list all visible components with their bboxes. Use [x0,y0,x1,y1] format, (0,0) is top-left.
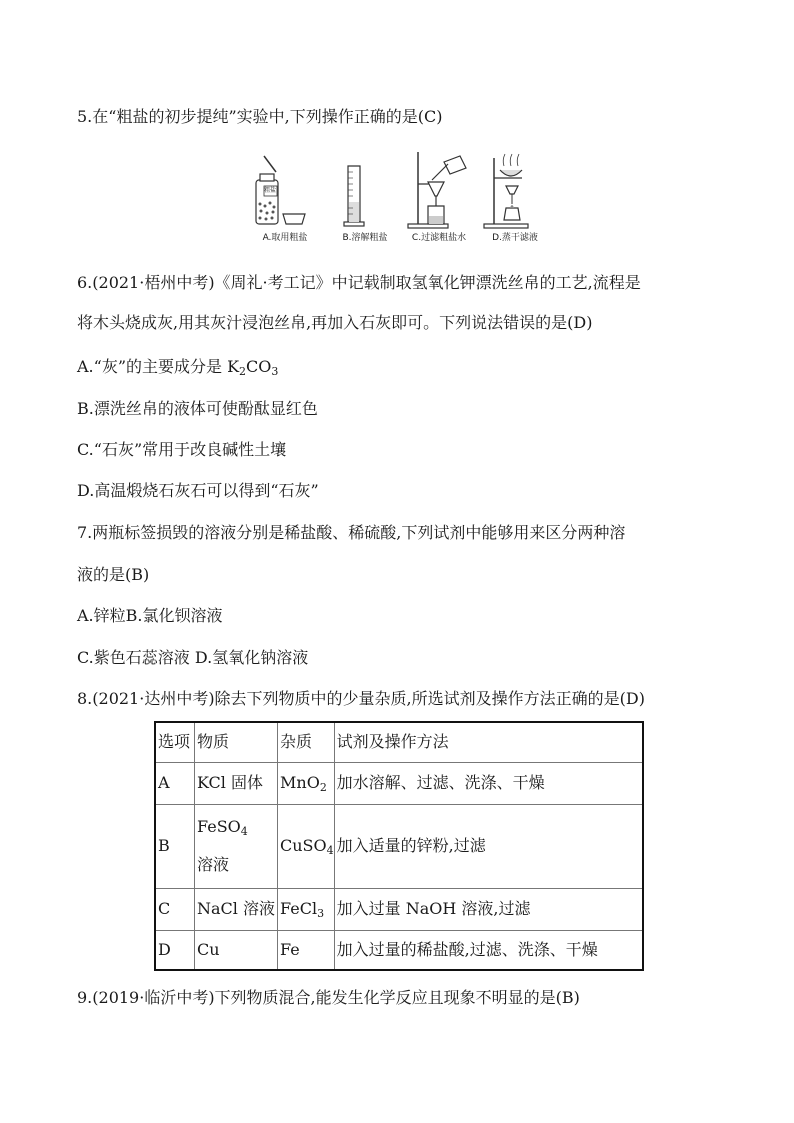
cell-substance: NaCl 溶液 [195,888,278,930]
formula-part: CO [246,357,272,376]
figure-d-caption: D.蒸干滤液 [492,233,538,243]
cell-substance: Cu [195,930,278,970]
cell-method: 加水溶解、过滤、洗涤、干燥 [334,762,643,804]
q7-stem-line2: 液的是(B) [77,565,150,584]
jar-label: 粗盐 [264,187,277,194]
cell-impurity: Fe [278,930,335,970]
figure-d [480,150,550,246]
table-row [155,762,643,804]
figure-c-caption: C.过滤粗盐水 [411,233,467,243]
cell-option: C [155,888,195,930]
subscript: 4 [326,844,334,857]
q9-stem: 9.(2019·临沂中考)下列物质混合,能发生化学反应且现象不明显的是(B) [77,988,580,1007]
q6-option-d: D.高温煅烧石灰石可以得到“石灰” [77,481,319,500]
cell-option: B [155,804,195,888]
q7-options-ab: A.锌粒B.氯化钡溶液 [77,606,223,625]
figure-a [250,150,320,246]
header-method: 试剂及操作方法 [334,722,643,762]
impurity-formula: MnO [280,773,320,792]
subscript: 2 [319,781,327,794]
subscript: 4 [240,825,248,838]
cell-substance: KCl 固体 [195,762,278,804]
formula-part: FeSO [197,817,241,836]
cell-method: 加入过量的稀盐酸,过滤、洗涤、干燥 [334,930,643,970]
table-row [155,930,643,970]
impurity-formula: CuSO [280,836,327,855]
cell-impurity [278,888,335,930]
cell-impurity [278,804,335,888]
q6-option-b: B.漂洗丝帛的液体可使酚酞显红色 [77,399,318,418]
q5-figures [250,150,550,246]
salt-jar-icon [250,150,320,230]
q7-options-cd: C.紫色石蕊溶液 D.氢氧化钠溶液 [77,648,309,667]
header-substance: 物质 [195,722,278,762]
table-row [155,888,643,930]
substance-line2: 溶液 [197,855,230,874]
figure-b-caption: B.溶解粗盐 [342,233,388,243]
substance-formula [197,817,277,837]
q6-option-a-text: A.“灰”的主要成分是 K [77,357,240,376]
q6-stem-line1: 6.(2021·梧州中考)《周礼·考工记》中记载制取氢氧化钾漂洗丝帛的工艺,流程是 [77,273,641,292]
figure-c [404,150,474,246]
cell-option: A [155,762,195,804]
graduated-cylinder-icon [330,150,400,230]
cell-substance [195,804,278,888]
header-option: 选项 [155,722,195,762]
figure-b [330,150,400,246]
evaporation-setup-icon [480,150,550,230]
cell-method: 加入过量 NaOH 溶液,过滤 [334,888,643,930]
q6-option-a [77,357,278,377]
cell-option: D [155,930,195,970]
subscript: 3 [317,907,325,920]
header-impurity: 杂质 [278,722,335,762]
q6-stem-line2: 将木头烧成灰,用其灰汁浸泡丝帛,再加入石灰即可。下列说法错误的是(D) [77,313,593,332]
table-row [155,804,643,888]
subscript: 2 [239,365,247,378]
q6-option-c: C.“石灰”常用于改良碱性土壤 [77,440,287,459]
filtration-setup-icon [404,150,474,230]
figure-a-caption: A.取用粗盐 [262,233,308,243]
q8-table [154,721,644,971]
table-header-row [155,722,643,762]
cell-impurity [278,762,335,804]
cell-method: 加入适量的锌粉,过滤 [334,804,643,888]
q7-stem-line1: 7.两瓶标签损毁的溶液分别是稀盐酸、稀硫酸,下列试剂中能够用来区分两种溶 [77,523,626,542]
subscript: 3 [271,365,279,378]
q8-stem: 8.(2021·达州中考)除去下列物质中的少量杂质,所选试剂及操作方法正确的是(D) [77,689,645,708]
impurity-formula: FeCl [280,899,318,918]
q5-stem: 5.在“粗盐的初步提纯”实验中,下列操作正确的是(C) [77,107,443,126]
